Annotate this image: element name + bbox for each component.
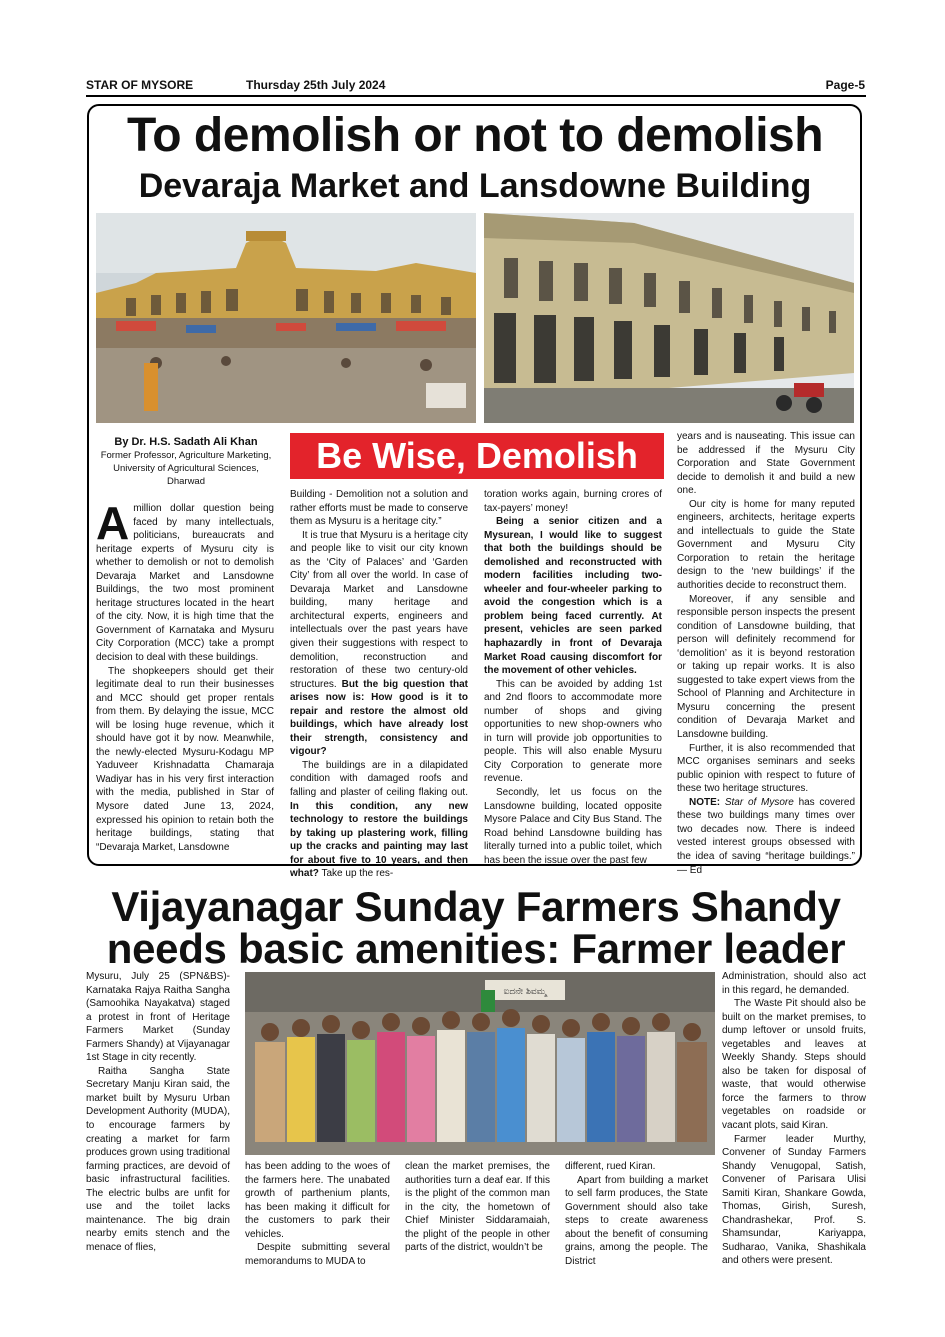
- author-affiliation-3: Dharwad: [166, 476, 206, 487]
- paragraph: million dollar question being faced by many intellectuals, politicians, bureaucrats and heritage experts of Mysuru city is whether to demolish or not to demolish Devaraja Market and Lansdowne Buildings, the two most prominent heritage structures located in the heart of the city. Now, it is high time that the Government of Karnataka and Mysuru City Corporation (MCC) take a prompt decision to deal with these buildings.: [96, 503, 274, 664]
- paragraph: Raitha Sangha State Secretary Manju Kiran said, the market built by Mysuru Urban Development Authority (MUDA), to encourage farmers by creating a market for farm produces grown using traditional farming practices, are devoid of basic infrastructural facilities. The electric bulbs are unfit for use and the toilet lacks maintenance. The big drain nearby emits stench and the menace of flies,: [86, 1065, 230, 1253]
- article1-column-2: Building - Demolition not a solution and rather efforts must be made to conserve them as Mysuru is a heritage city.” It is true that Mysuru is a heritage city and people like to visit our city known as the ‘City of Palaces’ and ‘Garden City’ from all over the world. In case of Devaraja Market and Lansdowne building, many heritage and architectural experts, engineers and intellectuals over the past years have given their suggestions with respect to demolition, reconstruction and restoration of these two century-old structures. But the big question that arises now is: How good is it to repair and restore the almost old buildings, which have already lost their strength, consistency and vigour? The buildings are in a dilapidated condition with damaged roofs and falling and plaster of ceiling flaking out. In this condition, any new technology to restore the buildings by taking up plastering work, filling up the cracks and painting may last for about five to 10 years, and then what? Take up the res-: [290, 489, 469, 880]
- article1-column-4: years and is nauseating. This issue can be addressed if the Mysuru City Corporation and State Government decide to demolish it and build a new one. Our city is home for many reputed engineers, architects, heritage experts and intellectuals to guide the State Government and Mysuru City Corporation to retain the heritage design to the ‘new buildings’ if the authorities decide to reconstruct them. Moreover, if any sensible and responsible person inspects the present condition of Lansdowne building, that person will definitely recommend for ‘demolition’ as it is beyond restoration or taking up repair works. It is also suggested to take expert views from the School of Planning and Architecture in Mysuru concerning the present condition of Devaraja Market and Lansdowne building. Further, it is also recommended that MCC organises seminars and seeks public opinion with respect to future of these two heritage structures. NOTE: Star of Mysore has covered these two buildings many times over two decades now. There is indeed vested interest groups obsessed with the idea of saving “heritage buildings.” — Ed: [677, 431, 856, 876]
- paragraph: This can be avoided by adding 1st and 2nd floors to accommodate more number of shops and giving opportunities to new shop-owners who in turn will provide job opportunities to people. This will also enable Mysuru City Corporation to generate more revenue.: [484, 678, 662, 785]
- article1-column-3: [484, 488, 662, 867]
- masthead-rule: [86, 95, 866, 97]
- lansdowne-building-photo: [484, 213, 854, 423]
- article2-column-3: [405, 1160, 550, 1255]
- devaraja-market-photo: [96, 213, 476, 423]
- author-affiliation-1: Former Professor, Agriculture Marketing,: [100, 450, 272, 461]
- paragraph: Administration, should also act in this regard, he demanded.: [722, 971, 866, 996]
- paragraph: Our city is home for many reputed engineers, architects, heritage experts and intellectuals to guide the State Government and Mysuru City Corporation to retain the heritage design to the ‘new buildings’ if the authorities decide to reconstruct them.: [677, 498, 855, 592]
- paragraph: Apart from building a market to sell farm produces, the State Government should also take steps to create awareness about the benefit of consuming grains, among the people. The District: [565, 1174, 708, 1267]
- article2-column-4: [565, 1160, 708, 1268]
- author: By Dr. H.S. Sadath Ali Khan: [114, 436, 258, 448]
- paragraph: Farmer leader Murthy, Convener of Sunday Farmers Shandy Venugopal, Satish, Convener of Parisara Ulisi Samiti Kiran, Shankare Gowda, Thomas, Girish, Suresh, Chandrashekar, Prof. S. Shamsundar, Kariyappa, Sudharao, Vanika, Shashikala and others were present.: [722, 1133, 866, 1267]
- paper-name: STAR OF MYSORE: [86, 78, 194, 92]
- paragraph: Secondly, let us focus on the Lansdowne building, located opposite Mysore Palace and City Bus Stand. The Road behind Lansdowne building has literally turned into a public toilet, which has been the issue over the past few: [484, 787, 662, 866]
- farmers-protest-photo: [245, 972, 715, 1155]
- paragraph: toration works again, burning crores of tax-payers’ money!: [484, 489, 662, 514]
- paragraph: The shopkeepers should get their legitimate deal to run their businesses and MCC should get proper rentals from them. By delaying the issue, MCC will be losing huge revenue, which it should have got it by now. Meanwhile, the newly-elected Mysuru-Kodagu MP Yaduveer Krishnadatta Chamaraja Wadiyar has in his very first interaction with the media, published in Star of Mysore dated June 13, 2024, expressed his opinion to retain both the heritage buildings, stating that “Devaraja Market, Lansdowne: [96, 665, 274, 853]
- paragraph: different, rued Kiran.: [565, 1161, 656, 1172]
- paragraph: The Waste Pit should also be built on the market premises, to dump leftover or unsold fruits, vegetables and leaves at Weekly Shandy. Steps should also be taken for disposal of waste, that would otherwise force the farmers to throw vegetables on roadside or vacant plots, said Kiran.: [722, 998, 866, 1132]
- paragraph: Further, it is also recommended that MCC organises seminars and seeks public opinion with respect to future of these two heritage structures.: [677, 742, 855, 795]
- paragraph: years and is nauseating. This issue can be addressed if the Mysuru City Corporation and State Government decide to demolish it and build a new one.: [677, 431, 855, 497]
- subheadline: Devaraja Market and Lansdowne Building: [138, 167, 812, 205]
- opinion-banner: Be Wise, Demolish: [290, 433, 664, 479]
- dropcap: A: [96, 497, 130, 549]
- paragraph: Building - Demolition not a solution and rather efforts must be made to conserve them as Mysuru is a heritage city.”: [290, 489, 468, 528]
- headline-2-line-1: Vijayanagar Sunday Farmers Shandy: [111, 883, 841, 930]
- headline-2-line-2: needs basic amenities: Farmer leader: [106, 925, 846, 972]
- photo-sign: ಐದನೇ ಶಿವಮ್ಮ: [503, 987, 547, 997]
- paragraph: Despite submitting several memorandums to MUDA to: [245, 1242, 390, 1267]
- paragraph: Mysuru, July 25 (SPN&BS)- Karnataka Rajya Raitha Sangha (Samoohika Nayakatva) staged a protest in front of Heritage Farmers Market (Sunday Farmers Shandy) at Vijayanagar 1st Stage in city recently.: [86, 971, 230, 1064]
- article1-column-1: [96, 497, 274, 854]
- paragraph: Moreover, if any sensible and responsible person inspects the present condition of Lansdowne building, that person will definitely recommend for ‘demolition’ as it is beyond restoration or taking up repair works. It is also suggested to take expert views from the School of Planning and Architecture in Mysuru concerning the present condition of Devaraja Market and Lansdowne building.: [677, 593, 855, 741]
- article2-column-5: [722, 970, 866, 1268]
- headline: To demolish or not to demolish: [126, 109, 824, 162]
- paragraph: clean the market premises, the authorities turn a deaf ear. If this is the plight of the common man in the city, the hometown of Chief Minister Siddaramaiah, the plight of the people in other parts of the district, wouldn’t be: [405, 1161, 550, 1254]
- article2-column-1: [86, 970, 230, 1254]
- issue-date: Thursday 25th July 2024: [246, 78, 386, 92]
- article2-column-2: [245, 1160, 390, 1268]
- paragraph: Being a senior citizen and a Mysurean, I would like to suggest that both the buildings should be demolished and reconstructed with modern facilities including two-wheeler and four-wheeler parking to avoid the congestion which is a problem being faced currently. At present, vehicles are seen parked haphazardly in front of Devaraja Market Road causing discomfort for the movement of other vehicles.: [484, 516, 662, 677]
- author-affiliation-2: University of Agricultural Sciences,: [113, 463, 259, 474]
- byline: [92, 436, 280, 488]
- paragraph: has been adding to the woes of the farmers here. The unabated growth of parthenium plants, has been making it difficult for the customers to park their vehicles.: [245, 1161, 390, 1240]
- page-number: Page-5: [825, 78, 865, 92]
